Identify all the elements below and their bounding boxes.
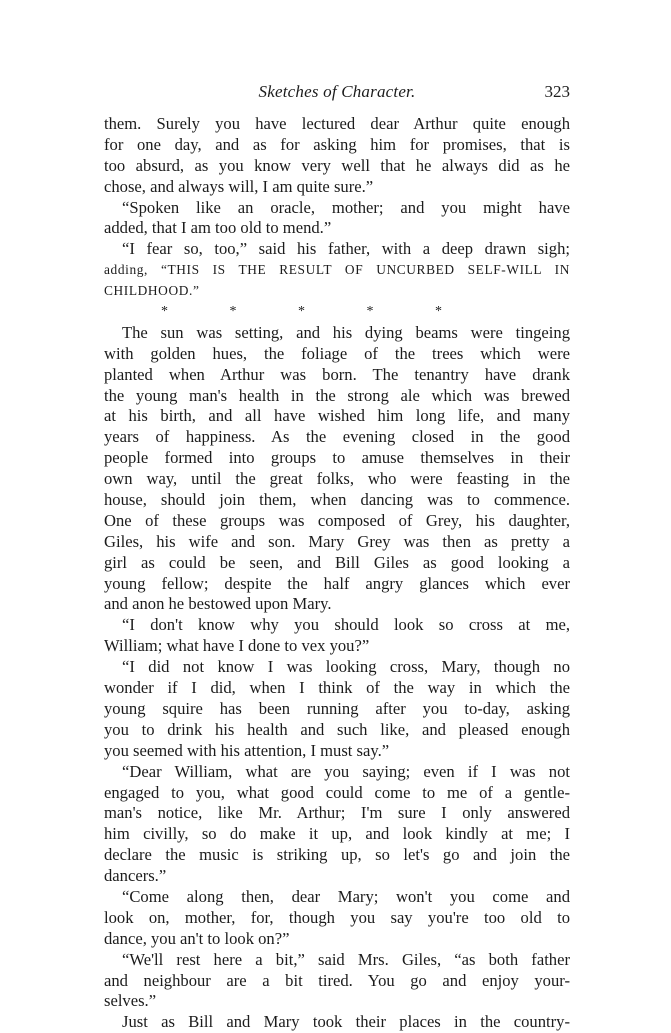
text-line: declare the music is striking up, so let's go and join the bbox=[104, 845, 570, 865]
text-line: Giles, his wife and son. Mary Grey was then as pretty a bbox=[104, 531, 570, 551]
text-line: adding, “THIS IS THE RESULT OF UNCURBED SELF-WILL IN bbox=[104, 262, 570, 278]
text-line: “I fear so, too,” said his father, with a deep drawn sigh; bbox=[122, 239, 570, 259]
text-line: for one day, and as for asking him for promises, that is bbox=[104, 134, 570, 154]
text-line: too absurd, as you know very well that he always did as he bbox=[104, 155, 570, 175]
text-line: the young man's health in the strong ale which was brewed bbox=[104, 385, 570, 405]
text-line: and anon he bestowed upon Mary. bbox=[104, 594, 332, 614]
text-line: young fellow; despite the half angry glances which ever bbox=[104, 573, 570, 593]
text-line: added, that I am too old to mend.” bbox=[104, 218, 332, 238]
text-line: One of these groups was composed of Grey, his daughter, bbox=[104, 510, 570, 530]
text-line: you to drink his health and such like, and pleased enough bbox=[104, 719, 570, 739]
text-line: “Dear William, what are you saying; even if I was not bbox=[122, 761, 570, 781]
text-line: dance, you an't to look on?” bbox=[104, 928, 290, 948]
text-line: own way, until the great folks, who were feasting in the bbox=[104, 469, 570, 489]
text-line: girl as could be seen, and Bill Giles as good looking a bbox=[104, 552, 570, 572]
running-title: Sketches of Character. bbox=[258, 82, 416, 101]
text-line: you seemed with his attention, I must say.” bbox=[104, 740, 390, 760]
text-line: him civilly, so do make it up, and look kindly at me; I bbox=[104, 824, 570, 844]
page-number: 323 bbox=[544, 82, 570, 101]
text-line: at his birth, and all have wished him long life, and many bbox=[104, 406, 570, 426]
text-line: look on, mother, for, though you say you're too old to bbox=[104, 907, 570, 927]
section-break-asterisks: * * * * * bbox=[161, 304, 442, 320]
text-line: planted when Arthur was born. The tenantry have drank bbox=[104, 364, 570, 384]
text-line: with golden hues, the foliage of the trees which were bbox=[104, 343, 570, 363]
text-line: engaged to you, what good could come to me of a gentle- bbox=[104, 782, 570, 802]
text-line: CHILDHOOD.” bbox=[104, 283, 200, 299]
page-header bbox=[104, 82, 570, 104]
text-line: years of happiness. As the evening closed in the good bbox=[104, 427, 570, 447]
text-line: “I did not know I was looking cross, Mary, though no bbox=[122, 657, 570, 677]
text-line: young squire has been running after you to-day, asking bbox=[104, 698, 570, 718]
text-line: “Spoken like an oracle, mother; and you might have bbox=[122, 197, 570, 217]
text-line: chose, and always will, I am quite sure.” bbox=[104, 176, 374, 196]
text-line: them. Surely you have lectured dear Arthur quite enough bbox=[104, 114, 570, 133]
text-line: and neighbour are a bit tired. You go and enjoy your- bbox=[104, 970, 570, 990]
text-line: dancers.” bbox=[104, 866, 167, 886]
text-line: The sun was setting, and his dying beams were tingeing bbox=[122, 322, 570, 342]
text-line: wonder if I did, when I think of the way in which the bbox=[104, 678, 570, 698]
text-line: “I don't know why you should look so cross at me, bbox=[122, 615, 570, 635]
text-line: “We'll rest here a bit,” said Mrs. Giles, “as both father bbox=[122, 949, 570, 969]
text-line: “Come along then, dear Mary; won't you come and bbox=[122, 886, 570, 906]
page-body bbox=[104, 114, 570, 1033]
text-line: selves.” bbox=[104, 991, 157, 1011]
text-line: man's notice, like Mr. Arthur; I'm sure I only answered bbox=[104, 803, 570, 823]
text-line: Just as Bill and Mary took their places in the country- bbox=[122, 1012, 570, 1032]
text-line: William; what have I done to vex you?” bbox=[104, 636, 370, 656]
text-line: house, should join them, when dancing was to commence. bbox=[104, 490, 570, 510]
text-line: people formed into groups to amuse themselves in their bbox=[104, 448, 570, 468]
